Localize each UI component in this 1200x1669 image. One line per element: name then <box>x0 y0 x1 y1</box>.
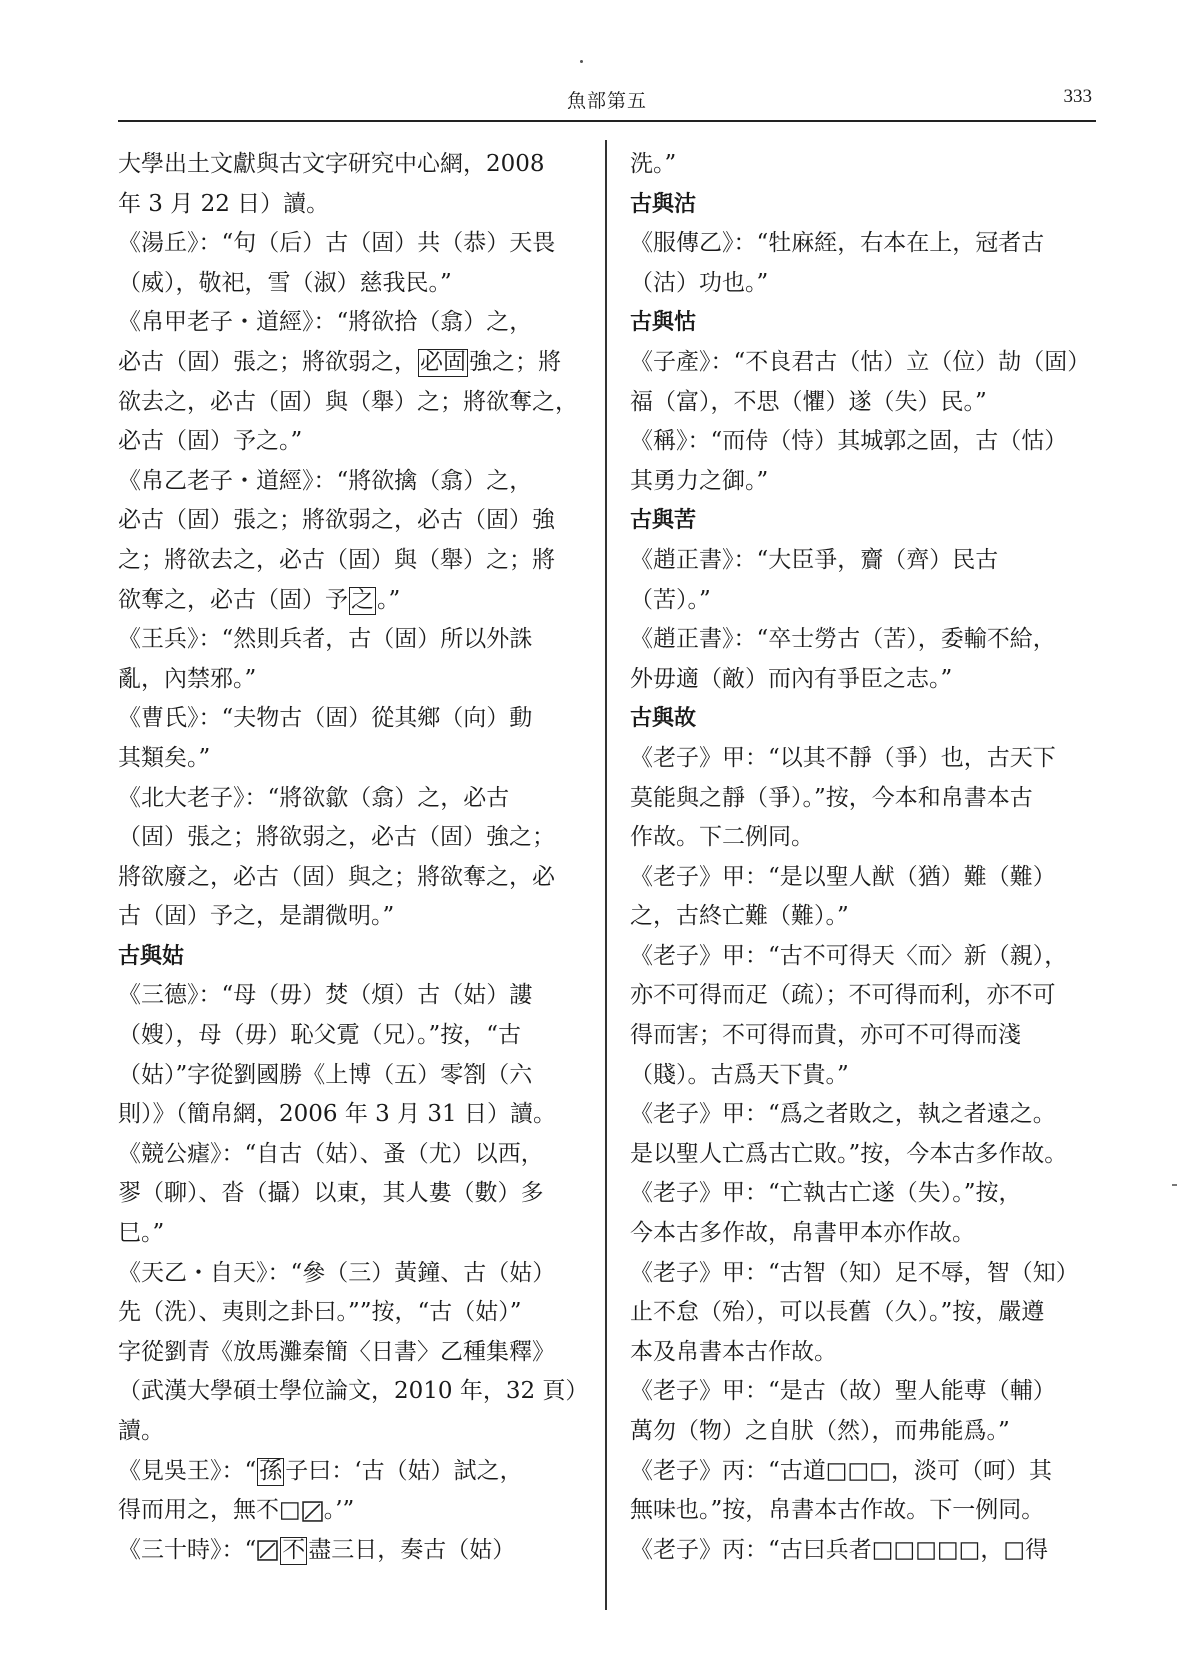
line-text: 巳。” <box>118 1220 165 1247</box>
line-text: 古與怙 <box>630 310 697 336</box>
line-text: 古與沽 <box>630 191 697 217</box>
line-text: 得而用之，無不□ <box>118 1497 301 1524</box>
text-line <box>630 739 1100 779</box>
line-text: 無味也。”按，帛書本古作故。下一例同。 <box>630 1497 1045 1524</box>
text-line <box>118 897 588 937</box>
text-line <box>630 1412 1100 1452</box>
text-line <box>118 1412 588 1452</box>
line-text: 亂，內禁邪。” <box>118 665 257 692</box>
boxed-restored-char: 之 <box>351 586 374 613</box>
line-text: 福（富），不思（懼）遂（失）民。” <box>630 388 987 415</box>
text-line <box>630 897 1100 937</box>
line-text: （沽）功也。” <box>630 269 769 296</box>
line-text: 子曰：‘古（姑）試之， <box>285 1457 523 1484</box>
left-column <box>118 145 588 1570</box>
line-text: 之，古終亡難（難）。” <box>630 903 849 930</box>
text-line <box>630 541 1100 581</box>
boxed-restored-char: 不 <box>282 1536 306 1563</box>
boxed-restored-char: 必固 <box>420 348 466 375</box>
text-line <box>118 541 588 581</box>
line-text: 今本古多作故，帛書甲本亦作故。 <box>630 1220 975 1247</box>
line-text: 《稱》：“而侍（恃）其城郭之固，古（怙） <box>630 428 1068 455</box>
line-text: 則）》（簡帛網，2006 年 3 月 31 日）讀。 <box>118 1101 556 1128</box>
text-line <box>630 620 1100 660</box>
text-line <box>118 581 588 621</box>
line-text: 《趙正書》：“大臣爭，齎（齊）民古 <box>630 546 999 573</box>
text-line <box>118 185 588 225</box>
line-text: 之；將欲去之，必古（固）與（舉）之；將 <box>118 546 555 573</box>
right-column <box>630 145 1100 1570</box>
line-text: 欲去之，必古（固）與（舉）之；將欲奪之， <box>118 388 578 415</box>
text-line <box>118 976 588 1016</box>
text-line <box>630 1491 1100 1531</box>
entry-heading <box>118 937 588 977</box>
scan-speck <box>580 60 583 63</box>
line-text: 大學出土文獻與古文字研究中心網，2008 <box>118 151 545 177</box>
text-line <box>118 343 588 383</box>
text-line <box>630 1452 1100 1492</box>
line-text: 得而害；不可得而貴，亦可不可得而淺 <box>630 1022 1021 1049</box>
line-text: 莫能與之靜（爭）。”按，今本和帛書本古 <box>630 784 1033 811</box>
line-text: 《老子》丙：“古曰兵者□□□□□，□得 <box>630 1536 1049 1563</box>
damaged-char-mark <box>257 1540 278 1561</box>
line-text: 必古（固）張之；將欲弱之，必古（固）強 <box>118 507 555 534</box>
line-text: 《王兵》：“然則兵者，古（固）所以外誅 <box>118 626 533 653</box>
line-text: 是以聖人亡爲古亡敗。”按，今本古多作故。 <box>630 1140 1068 1167</box>
line-text: 必古（固）予之。” <box>118 428 303 455</box>
text-line <box>630 937 1100 977</box>
line-text: 《湯丘》：“句（后）古（固）共（恭）天畏 <box>118 230 556 257</box>
text-line <box>630 343 1100 383</box>
line-text: 《三十時》：“ <box>118 1536 257 1563</box>
text-line <box>118 1016 588 1056</box>
text-line <box>118 1452 588 1492</box>
line-text: 《老子》甲：“以其不靜（爭）也，古天下 <box>630 744 1056 771</box>
line-text: （姑）”字從劉國勝《上博（五）零劄（六 <box>118 1061 533 1088</box>
header-rule <box>118 120 1096 122</box>
text-line <box>630 1372 1100 1412</box>
line-text: 《三德》：“母（毋）焚（煩）古（姑）謱 <box>118 982 533 1009</box>
entry-heading <box>630 303 1100 343</box>
line-text: 翏（聊）、沓（攝）以東，其人婁（數）多 <box>118 1180 544 1207</box>
line-text: 亦不可得而疋（疏）；不可得而利，亦不可 <box>630 982 1056 1009</box>
line-text: （賤）。古爲天下貴。” <box>630 1061 849 1088</box>
text-line <box>630 1214 1100 1254</box>
line-text: 其勇力之御。” <box>630 467 769 494</box>
text-line <box>630 1016 1100 1056</box>
line-text: 《天乙・自天》：“參（三）黃鐘、古（姑） <box>118 1259 556 1286</box>
text-line <box>118 1135 588 1175</box>
page-number: 333 <box>1063 86 1092 107</box>
line-text: 《子產》：“不良君古（怙）立（位）劼（固） <box>630 348 1091 375</box>
text-line <box>118 145 588 185</box>
line-text: 讀。 <box>118 1418 164 1444</box>
line-text: 止不怠（殆），可以長舊（久）。”按，嚴遵 <box>630 1299 1045 1326</box>
line-text: 萬勿（物）之自肰（然），而弗能爲。” <box>630 1418 1010 1444</box>
text-line <box>118 264 588 304</box>
text-line <box>630 1333 1100 1373</box>
line-text: （固）張之；將欲弱之，必古（固）強之； <box>118 824 555 851</box>
text-line <box>630 1293 1100 1333</box>
text-line <box>118 1293 588 1333</box>
text-line <box>630 1095 1100 1135</box>
text-line <box>118 1214 588 1254</box>
line-text: 《老子》甲：“亡執古亡遂（失）。”按， <box>630 1180 1022 1207</box>
line-text: 《趙正書》：“卒士勞古（苦），委輸不給， <box>630 626 1056 653</box>
line-text: （威），敬祀，雪（淑）慈我民。” <box>118 269 452 296</box>
section-title: 魚部第五 <box>566 90 647 112</box>
line-text: 洗。” <box>630 151 677 177</box>
text-line <box>118 660 588 700</box>
text-line <box>630 581 1100 621</box>
text-line <box>630 1135 1100 1175</box>
text-line <box>630 1531 1100 1571</box>
line-text: 強之；將 <box>469 348 561 375</box>
text-line <box>118 1254 588 1294</box>
text-line <box>630 462 1100 502</box>
text-line <box>118 1174 588 1214</box>
line-text: 字從劉青《放馬灘秦簡〈日書〉乙種集釋》 <box>118 1338 555 1365</box>
text-line <box>118 1372 588 1412</box>
text-line <box>630 224 1100 264</box>
line-text: 古與故 <box>630 706 697 732</box>
line-text: 《老子》甲：“是以聖人猷（猶）難（難） <box>630 863 1056 890</box>
line-text: 。’” <box>323 1497 355 1524</box>
line-text: 《服傳乙》：“牡麻絰，右本在上，冠者古 <box>630 230 1045 257</box>
line-text: （武漢大學碩士學位論文，2010 年，32 頁） <box>118 1378 589 1405</box>
line-text: 欲奪之，必古（固）予 <box>118 586 348 613</box>
line-text: 本及帛書本古作故。 <box>630 1338 837 1365</box>
text-line <box>118 1056 588 1096</box>
text-line <box>118 1491 588 1531</box>
line-text: 必古（固）張之；將欲弱之， <box>118 348 417 375</box>
line-text: 盡三日，奏古（姑） <box>308 1536 516 1563</box>
text-line <box>118 224 588 264</box>
line-text: 古與苦 <box>630 508 697 534</box>
entry-heading <box>630 699 1100 739</box>
line-text: 《老子》甲：“是古（故）聖人能尃（輔） <box>630 1378 1056 1405</box>
text-line <box>118 779 588 819</box>
line-text: 《帛乙老子・道經》：“將欲擒（翕）之， <box>118 467 533 494</box>
text-line <box>118 739 588 779</box>
text-line <box>630 858 1100 898</box>
text-line <box>630 145 1100 185</box>
line-text: 。” <box>377 586 401 613</box>
column-divider <box>605 140 607 1610</box>
text-line <box>630 660 1100 700</box>
line-text: 作故。下二例同。 <box>630 824 814 851</box>
boxed-restored-char: 孫 <box>259 1457 283 1484</box>
text-line <box>630 264 1100 304</box>
line-text: 《老子》甲：“古不可得天〈而〉新（親）， <box>630 942 1068 969</box>
line-text: 古與姑 <box>118 943 185 969</box>
line-text: （苦）。” <box>630 586 711 613</box>
text-line <box>118 818 588 858</box>
line-text: 年 3 月 22 日）讀。 <box>118 190 330 217</box>
line-text: 《老子》甲：“爲之者敗之，執之者遠之。 <box>630 1101 1056 1128</box>
text-line <box>630 779 1100 819</box>
line-text: 古（固）予之，是謂微明。” <box>118 903 395 930</box>
line-text: 《北大老子》：“將欲歙（翕）之，必古 <box>118 784 510 811</box>
text-line <box>630 422 1100 462</box>
text-line <box>118 1095 588 1135</box>
text-line <box>118 501 588 541</box>
text-line <box>118 1531 588 1571</box>
line-text: 《帛甲老子・道經》：“將欲拾（翕）之， <box>118 309 533 336</box>
text-line <box>630 1254 1100 1294</box>
line-text: 將欲廢之，必古（固）與之；將欲奪之，必 <box>118 863 555 890</box>
line-text: 《見吳王》：“ <box>118 1457 257 1484</box>
text-line <box>630 976 1100 1016</box>
text-line <box>630 1174 1100 1214</box>
line-text: 《曹氏》：“夫物古（固）從其鄉（向）動 <box>118 705 533 732</box>
running-header <box>118 82 1096 120</box>
damaged-char-mark <box>302 1501 323 1522</box>
line-text: 先（洗）、夷則之卦曰。””按，“古（姑）” <box>118 1299 522 1326</box>
line-text: （嫂），母（毋）恥父䨘（兄）。”按，“古 <box>118 1022 522 1049</box>
text-line <box>118 383 588 423</box>
text-line <box>630 1056 1100 1096</box>
text-line <box>118 858 588 898</box>
text-line <box>118 620 588 660</box>
line-text: 其類矣。” <box>118 744 211 771</box>
text-line <box>118 1333 588 1373</box>
line-text: 外毋適（敵）而內有爭臣之志。” <box>630 665 953 692</box>
line-text: 《老子》甲：“古智（知）足不辱，智（知） <box>630 1259 1079 1286</box>
text-line <box>630 383 1100 423</box>
text-line <box>630 818 1100 858</box>
text-line <box>118 699 588 739</box>
text-line <box>118 462 588 502</box>
entry-heading <box>630 501 1100 541</box>
text-line <box>118 422 588 462</box>
scan-speck <box>1172 1184 1177 1186</box>
line-text: 《老子》丙：“古道□□□，淡可（呵）其 <box>630 1457 1052 1484</box>
entry-heading <box>630 185 1100 225</box>
text-line <box>118 303 588 343</box>
line-text: 《競公瘧》：“自古（姑）、蚤（尤）以西， <box>118 1140 544 1167</box>
